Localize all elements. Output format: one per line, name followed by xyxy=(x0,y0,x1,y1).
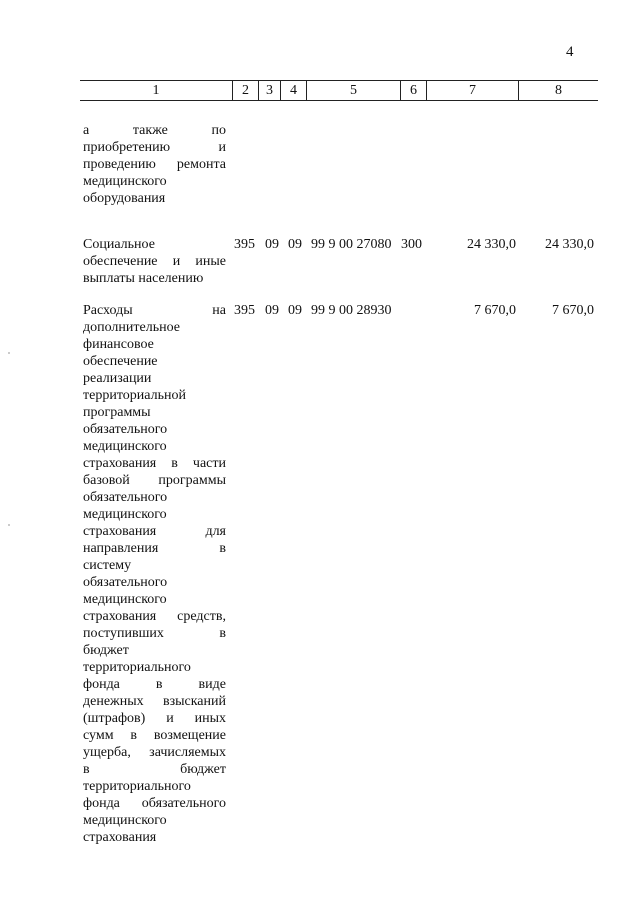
description-line: медицинского xyxy=(83,507,167,522)
column-header-2: 2 xyxy=(232,81,258,100)
description-line: территориального xyxy=(83,779,191,794)
description-line: бюджет xyxy=(83,643,129,658)
column-header-6: 6 xyxy=(400,81,426,100)
cell-col3: 09 xyxy=(265,237,279,252)
description-line: медицинского xyxy=(83,592,167,607)
description-line: обеспечение и иные xyxy=(83,254,226,269)
description-line: территориального xyxy=(83,660,191,675)
description-line: Расходы на xyxy=(83,303,226,318)
description-line: ущерба, зачисляемых xyxy=(83,745,226,760)
page-number: 4 xyxy=(566,44,574,60)
column-header-7: 7 xyxy=(426,81,518,100)
description-line: Социальное xyxy=(83,237,155,252)
description-line: страхования средств, xyxy=(83,609,226,624)
description-line: приобретению и xyxy=(83,140,226,155)
table-header xyxy=(80,80,598,101)
cell-col4: 09 xyxy=(288,237,302,252)
description-line: базовой программы xyxy=(83,473,226,488)
description-line: а также по xyxy=(83,123,226,138)
cell-col5: 99 9 00 28930 xyxy=(311,303,392,318)
description-line: обязательного xyxy=(83,422,168,437)
cell-col8: 7 670,0 xyxy=(552,303,594,318)
column-header-3: 3 xyxy=(258,81,280,100)
description-line: программы xyxy=(83,405,151,420)
table-row-description xyxy=(83,302,226,846)
description-line: в бюджет xyxy=(83,762,226,777)
table-row-description xyxy=(83,122,226,207)
description-line: денежных взысканий xyxy=(83,694,226,709)
description-line: фонда в виде xyxy=(83,677,226,692)
description-line: территориальной xyxy=(83,388,186,403)
cell-col7: 7 670,0 xyxy=(474,303,516,318)
cell-col7: 24 330,0 xyxy=(467,237,516,252)
cell-col6: 300 xyxy=(401,237,422,252)
description-line: фонда обязательного xyxy=(83,796,226,811)
description-line: сумм в возмещение xyxy=(83,728,226,743)
cell-col5: 99 9 00 27080 xyxy=(311,237,392,252)
description-line: медицинского xyxy=(83,174,167,189)
description-line: реализации xyxy=(83,371,152,386)
column-header-1: 1 xyxy=(152,83,160,98)
description-line: медицинского xyxy=(83,813,167,828)
cell-col2: 395 xyxy=(234,303,255,318)
column-header-4: 4 xyxy=(280,81,306,100)
description-line: оборудования xyxy=(83,191,166,206)
cell-col3: 09 xyxy=(265,303,279,318)
description-line: направления в xyxy=(83,541,226,556)
description-line: проведению ремонта xyxy=(83,157,226,172)
column-header-5: 5 xyxy=(306,81,400,100)
description-line: финансовое xyxy=(83,337,154,352)
cell-col4: 09 xyxy=(288,303,302,318)
description-line: (штрафов) и иных xyxy=(83,711,226,726)
column-header-8: 8 xyxy=(518,81,598,100)
description-line: медицинского xyxy=(83,439,167,454)
description-line: поступивших в xyxy=(83,626,226,641)
description-line: обеспечение xyxy=(83,354,158,369)
description-line: дополнительное xyxy=(83,320,180,335)
description-line: страхования xyxy=(83,830,157,845)
scan-mark xyxy=(8,352,10,354)
cell-col2: 395 xyxy=(234,237,255,252)
description-line: обязательного xyxy=(83,490,168,505)
scan-mark xyxy=(8,524,10,526)
cell-col8: 24 330,0 xyxy=(545,237,594,252)
description-line: выплаты населению xyxy=(83,271,204,286)
description-line: систему xyxy=(83,558,132,573)
description-line: обязательного xyxy=(83,575,168,590)
description-line: страхования в части xyxy=(83,456,226,471)
description-line: страхования для xyxy=(83,524,226,539)
table-row-description xyxy=(83,236,226,287)
